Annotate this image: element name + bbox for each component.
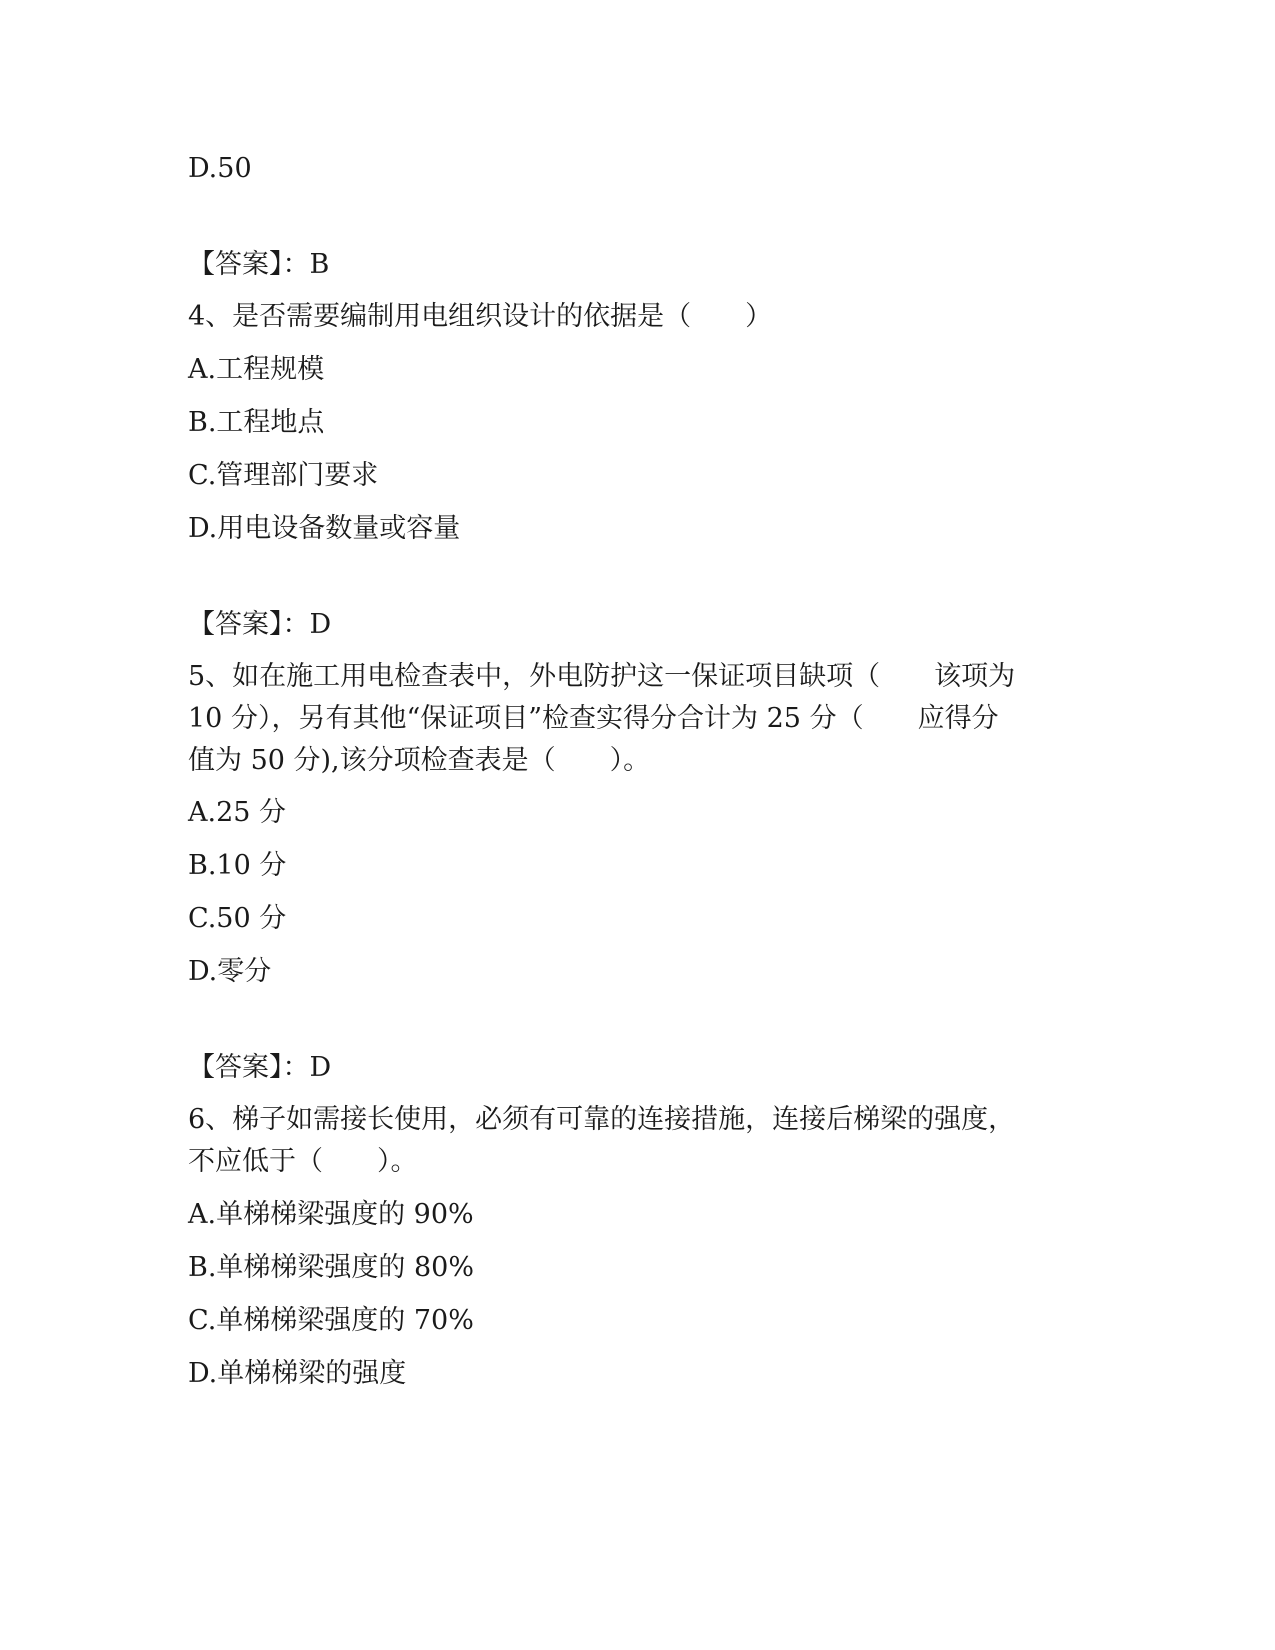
- q6-option-c: C.单梯梯梁强度的 70%: [188, 1305, 474, 1336]
- q5-option-d: D.零分: [188, 956, 272, 987]
- q6-question-line-1: 6、梯子如需接长使用，必须有可靠的连接措施，连接后梯梁的强度，: [188, 1104, 1016, 1135]
- q5-question-line-2: 10 分），另有其他“保证项目”检查实得分合计为 25 分（ 应得分: [188, 703, 999, 734]
- q5-option-a: A.25 分: [188, 797, 287, 828]
- q6-option-d: D.单梯梯梁的强度: [188, 1358, 407, 1389]
- q5-answer: 【答案】：D: [188, 1052, 332, 1083]
- q5-option-b: B.10 分: [188, 850, 287, 881]
- q4-question: 4、是否需要编制用电组织设计的依据是（ ）: [188, 301, 773, 332]
- q4-answer: 【答案】：D: [188, 609, 332, 640]
- q6-option-a: A.单梯梯梁强度的 90%: [188, 1199, 474, 1230]
- q6-option-b: B.单梯梯梁强度的 80%: [188, 1252, 475, 1283]
- q3-answer: 【答案】：B: [188, 249, 330, 280]
- q4-option-d: D.用电设备数量或容量: [188, 513, 461, 544]
- q5-option-c: C.50 分: [188, 903, 287, 934]
- q4-option-c: C.管理部门要求: [188, 460, 379, 491]
- q4-option-b: B.工程地点: [188, 407, 325, 438]
- q5-question-line-3: 值为 50 分),该分项检查表是（ ）。: [188, 745, 651, 776]
- q4-option-a: A.工程规模: [188, 354, 325, 385]
- q3-option-d: D.50: [188, 153, 252, 184]
- q5-question-line-1: 5、如在施工用电检查表中，外电防护这一保证项目缺项（ 该项为: [188, 661, 1016, 692]
- q6-question-line-2: 不应低于（ ）。: [188, 1146, 418, 1177]
